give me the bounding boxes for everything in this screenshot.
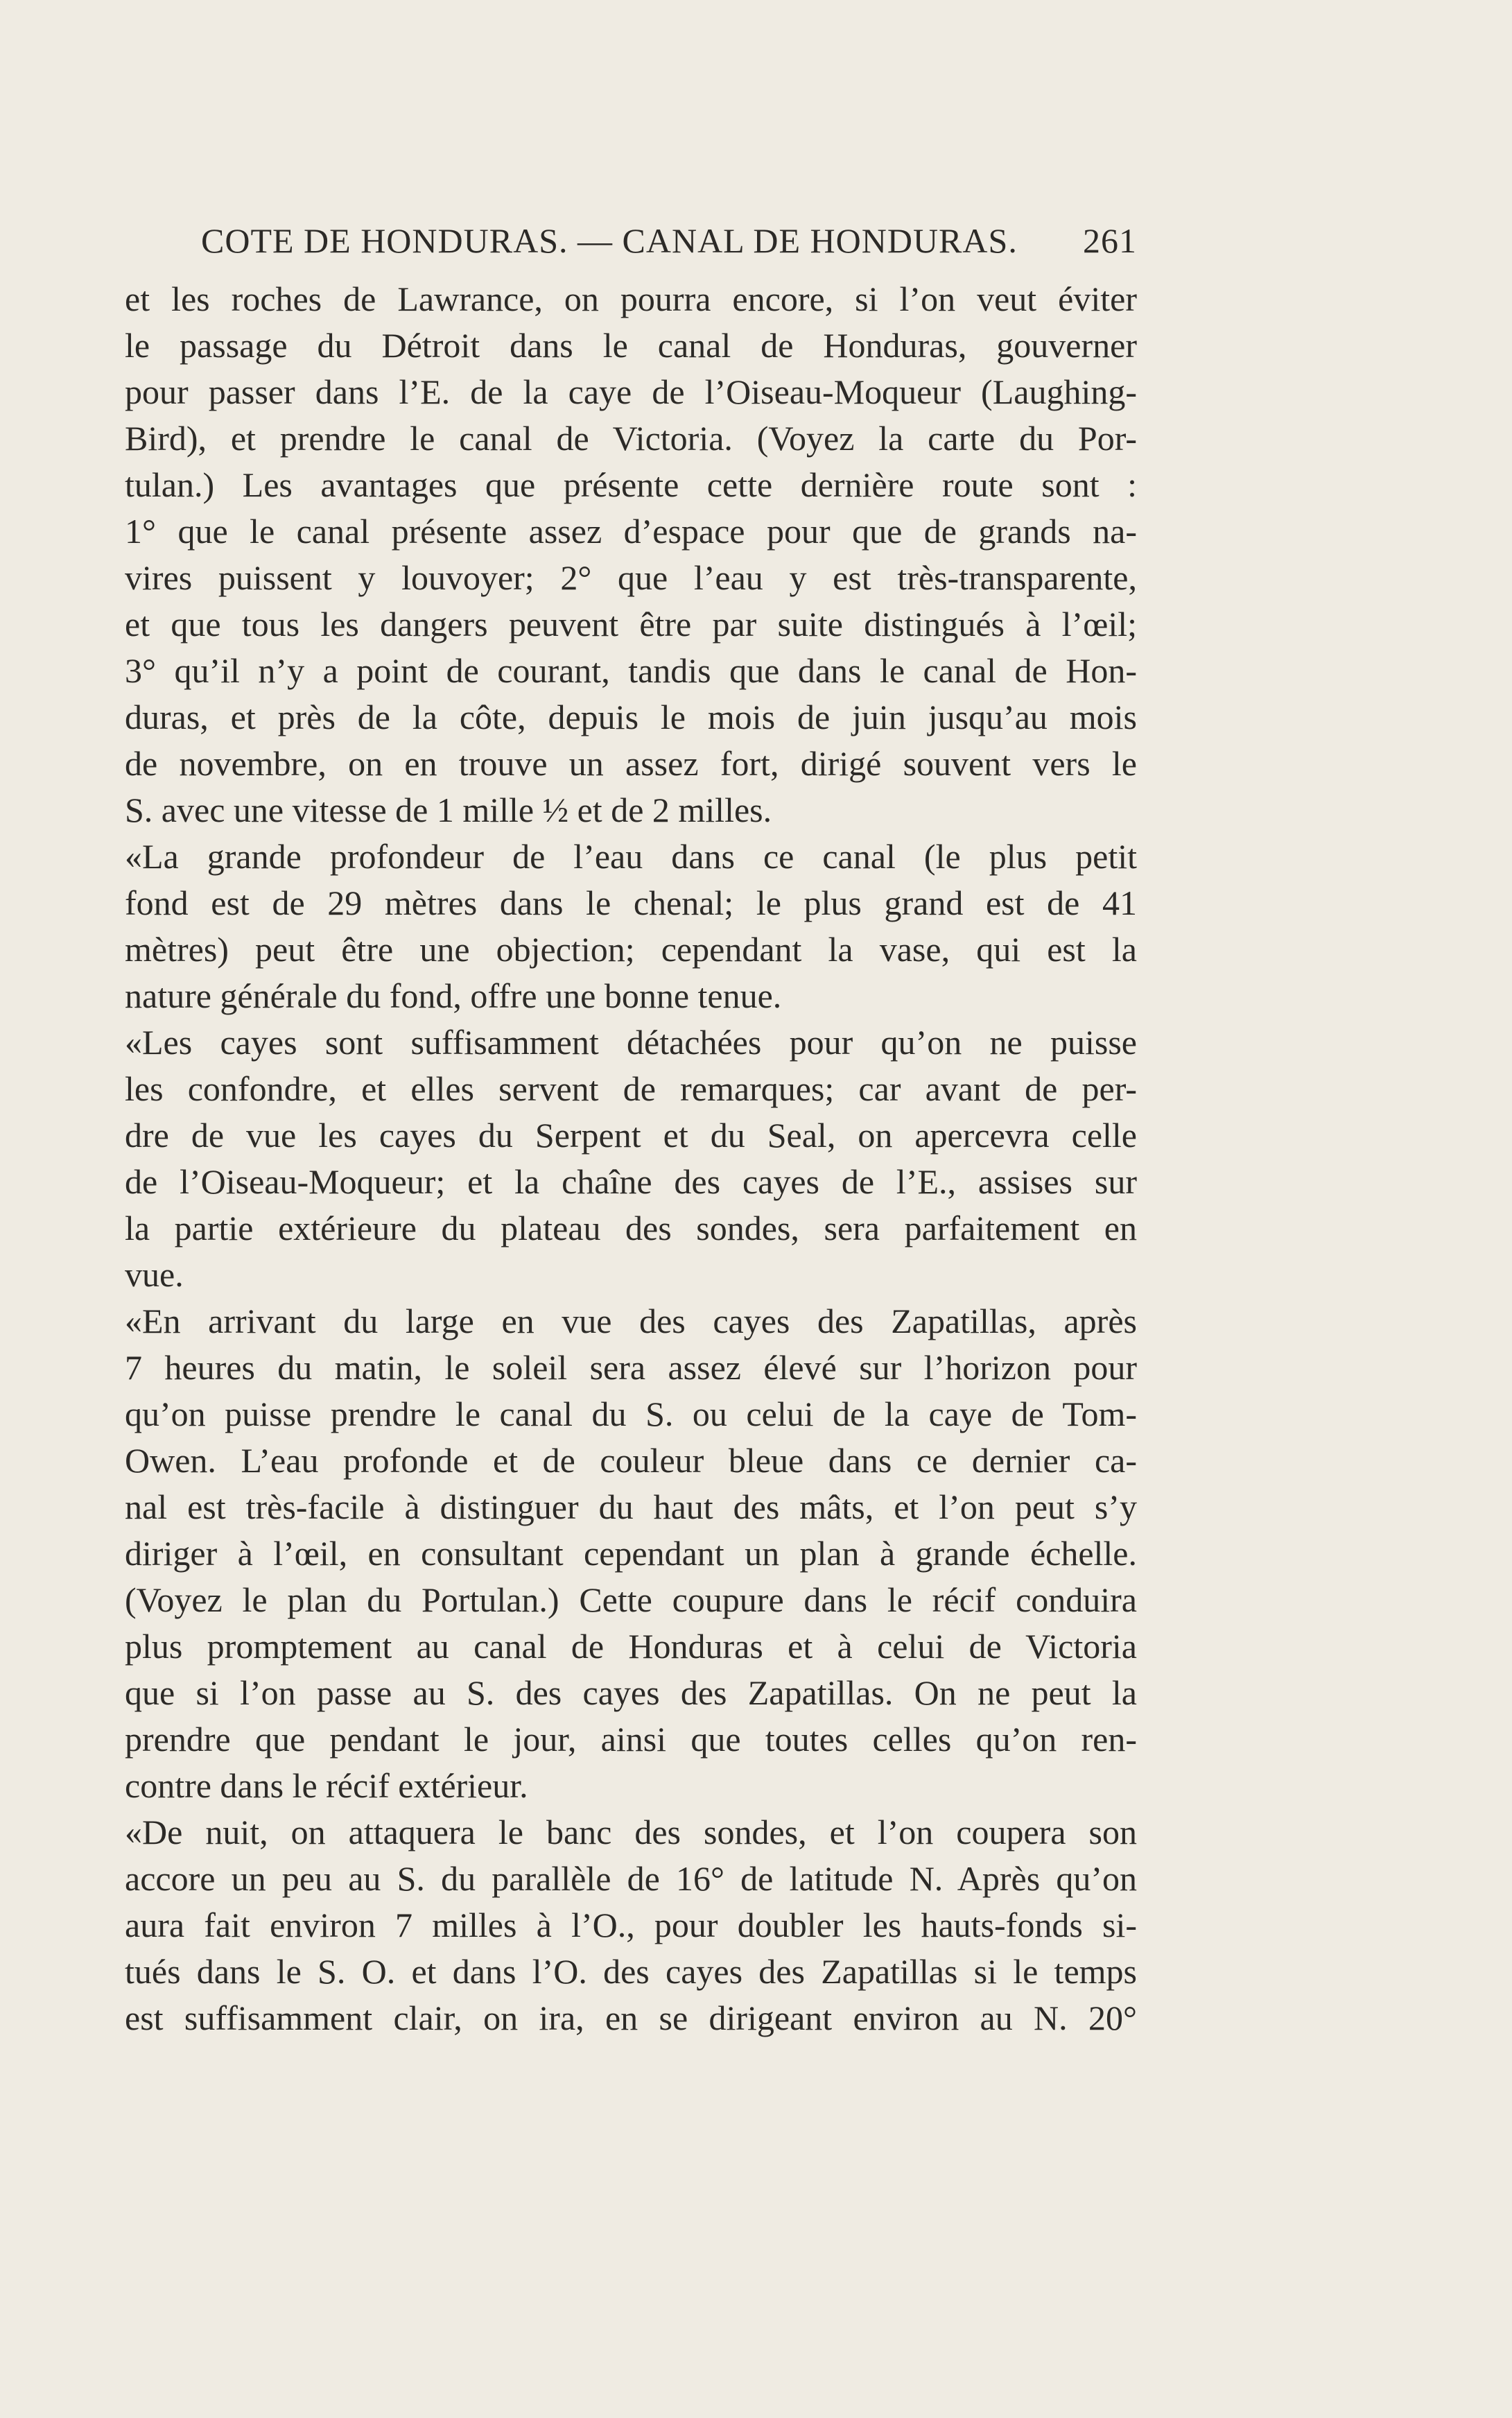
paragraph-1 (125, 276, 1137, 834)
text-line: 3° qu’il n’y a point de courant, tandis que dans le canal de Hon- (125, 651, 1137, 690)
paragraph-2 (125, 834, 1137, 1019)
text-line: duras, et près de la côte, depuis le mois de juin jusqu’au mois (125, 698, 1137, 736)
body-text (125, 276, 1137, 2041)
text-line: vires puissent y louvoyer; 2° que l’eau y est très-transparente, (125, 558, 1137, 597)
text-line: S. avec une vitesse de 1 mille ½ et de 2 milles. (125, 791, 772, 829)
paragraph-3 (125, 1019, 1137, 1298)
text-line: qu’on puisse prendre le canal du S. ou celui de la caye de Tom- (125, 1394, 1137, 1433)
text-line: contre dans le récif extérieur. (125, 1766, 528, 1805)
text-line: tulan.) Les avantages que présente cette dernière route sont : (125, 465, 1137, 504)
text-line: «En arrivant du large en vue des cayes des Zapatillas, après (125, 1302, 1137, 1340)
paragraph-4 (125, 1298, 1137, 1809)
text-line: «La grande profondeur de l’eau dans ce canal (le plus petit (125, 837, 1137, 876)
text-line: tués dans le S. O. et dans l’O. des cayes des Zapatillas si le temps (125, 1952, 1137, 1991)
text-line: que si l’on passe au S. des cayes des Zapatillas. On ne peut la (125, 1673, 1137, 1712)
margin-bleedthrough (1179, 277, 1387, 1803)
text-line: aura fait environ 7 milles à l’O., pour doubler les hauts-fonds si- (125, 1906, 1137, 1944)
text-line: mètres) peut être une objection; cependant la vase, qui est la (125, 930, 1137, 969)
text-line: plus promptement au canal de Honduras et à celui de Victoria (125, 1627, 1137, 1666)
text-line: et que tous les dangers peuvent être par suite distingués à l’œil; (125, 605, 1137, 644)
paragraph-5 (125, 1809, 1137, 2041)
page-header (194, 221, 1137, 269)
text-line: est suffisamment clair, on ira, en se dirigeant environ au N. 20° (125, 1998, 1137, 2037)
text-line: Bird), et prendre le canal de Victoria. (Voyez la carte du Por- (125, 419, 1137, 458)
text-line: «De nuit, on attaquera le banc des sondes, et l’on coupera son (125, 1813, 1137, 1851)
text-line: prendre que pendant le jour, ainsi que toutes celles qu’on ren- (125, 1720, 1137, 1759)
text-line: 1° que le canal présente assez d’espace pour que de grands na- (125, 512, 1137, 551)
text-line: (Voyez le plan du Portulan.) Cette coupure dans le récif conduira (125, 1580, 1137, 1619)
text-line: nature générale du fond, offre une bonne tenue. (125, 976, 782, 1015)
text-line: pour passer dans l’E. de la caye de l’Oiseau-Moqueur (Laughing- (125, 372, 1137, 411)
text-line: de l’Oiseau-Moqueur; et la chaîne des cayes de l’E., assises sur (125, 1162, 1137, 1201)
text-line: le passage du Détroit dans le canal de Honduras, gouverner (125, 326, 1137, 365)
text-line: Owen. L’eau profonde et de couleur bleue dans ce dernier ca- (125, 1441, 1137, 1480)
text-line: dre de vue les cayes du Serpent et du Seal, on apercevra celle (125, 1116, 1137, 1155)
text-line: 7 heures du matin, le soleil sera assez élevé sur l’horizon pour (125, 1348, 1137, 1387)
text-line: diriger à l’œil, en consultant cependant un plan à grande échelle. (125, 1534, 1137, 1573)
text-line: les confondre, et elles servent de remarques; car avant de per- (125, 1069, 1137, 1108)
text-line: vue. (125, 1255, 184, 1294)
text-line: accore un peu au S. du parallèle de 16° de latitude N. Après qu’on (125, 1859, 1137, 1898)
text-line: et les roches de Lawrance, on pourra encore, si l’on veut éviter (125, 279, 1137, 318)
text-line: «Les cayes sont suffisamment détachées pour qu’on ne puisse (125, 1023, 1137, 1062)
text-line: fond est de 29 mètres dans le chenal; le plus grand est de 41 (125, 883, 1137, 922)
text-line: nal est très-facile à distinguer du haut des mâts, et l’on peut s’y (125, 1487, 1137, 1526)
page-number: 261 (1083, 221, 1137, 260)
text-line: de novembre, on en trouve un assez fort, dirigé souvent vers le (125, 744, 1137, 783)
text-line: la partie extérieure du plateau des sondes, sera parfaitement en (125, 1209, 1137, 1247)
running-title: COTE DE HONDURAS. — CANAL DE HONDURAS. (201, 221, 1018, 260)
